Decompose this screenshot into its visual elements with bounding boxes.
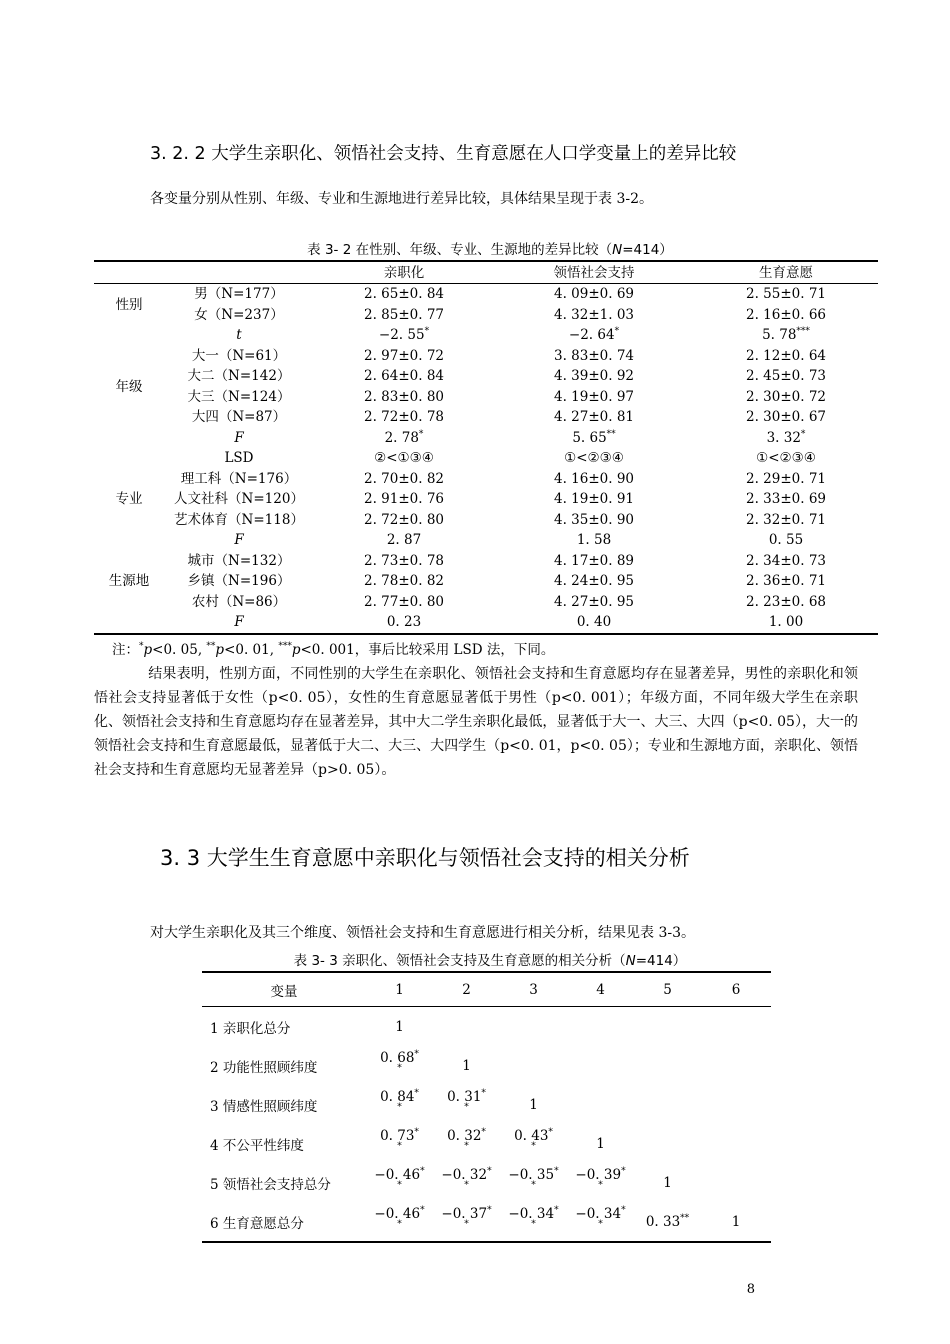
section-322-title: 3. 2. 2 大学生亲职化、领悟社会支持、生育意愿在人口学变量上的差异比较 <box>150 144 737 164</box>
row-label: 大三（N=124） <box>187 388 291 405</box>
value-cell: 2. 30±0. 67 <box>745 409 826 426</box>
table33-caption: 表 3- 3 亲职化、领悟社会支持及生育意愿的相关分析（N=414） <box>293 953 687 969</box>
correlation-cell: 1 <box>529 1096 538 1113</box>
empty-cell <box>94 448 164 469</box>
correlation-cell: 0. 33** <box>634 1202 701 1242</box>
value-cell: 2. 78±0. 82 <box>363 573 444 590</box>
table-row <box>94 530 878 551</box>
table-3-2 <box>94 260 878 635</box>
section-33-title: 3. 3 大学生生育意愿中亲职化与领悟社会支持的相关分析 <box>160 846 690 870</box>
correlation-cell <box>701 1046 771 1085</box>
variable-label: 5 领悟社会支持总分 <box>210 1176 331 1193</box>
value-cell: 3. 32* <box>766 429 806 446</box>
correlation-cell: 1 <box>395 1018 404 1035</box>
table-row <box>94 612 878 634</box>
empty-cell <box>94 530 164 551</box>
table-row <box>94 387 878 408</box>
table-row <box>94 305 878 326</box>
value-cell: 2. 36±0. 71 <box>745 573 826 590</box>
value-cell: 2. 72±0. 80 <box>363 511 444 528</box>
row-label: 女（N=237） <box>194 306 284 323</box>
table-row <box>94 325 878 346</box>
value-cell: 4. 39±0. 92 <box>553 368 634 385</box>
value-cell: 2. 32±0. 71 <box>745 511 826 528</box>
row-label: 男（N=177） <box>194 286 284 303</box>
variable-label: 1 亲职化总分 <box>210 1020 291 1037</box>
correlation-cell <box>500 1046 567 1085</box>
variable-label: 3 情感性照顾纬度 <box>210 1098 318 1115</box>
results-paragraph: 结果表明，性别方面，不同性别的大学生在亲职化、领悟社会支持和生育意愿均存在显著差异，男性的亲职化和领悟社会支持显著低于女性（p<0. 05），女性的生育意愿显著低于男性（p<0. 001）；年级方面，不同年级大学生在亲职化、领悟社会支持和生育意愿均存在显著差异，其中大二学生亲职化最低，显著低于大一、大三、大四（p<0. 05），大一的领悟社会支持和生育意愿最低，显著低于大二、大三、大四学生（p<0. 01，p<0. 05）；专业和生源地方面，亲职化、领悟社会支持和生育意愿均无显著差异（p>0. 05）。 <box>94 666 858 778</box>
correlation-cell <box>433 1007 500 1047</box>
row-label: F <box>234 532 244 549</box>
table-row <box>94 592 878 613</box>
value-cell: 4. 16±0. 90 <box>553 470 634 487</box>
value-cell: 2. 45±0. 73 <box>745 368 826 385</box>
row-label: F <box>234 429 244 446</box>
correlation-cell <box>701 1163 771 1202</box>
row-label: 大二（N=142） <box>187 368 291 385</box>
value-cell: 2. 65±0. 84 <box>363 286 444 303</box>
value-cell: 0. 55 <box>768 532 804 549</box>
row-label: 大四（N=87） <box>191 409 287 426</box>
correlation-cell: 0. 84* * <box>380 1088 419 1113</box>
row-label: 理工科（N=176） <box>180 470 298 487</box>
table-row <box>94 366 878 387</box>
variable-label: 4 不公平性纬度 <box>210 1137 304 1154</box>
correlation-cell <box>634 1007 701 1047</box>
table-row <box>202 1202 771 1242</box>
row-label: 艺术体育（N=118） <box>174 511 304 528</box>
variable-label: 6 生育意愿总分 <box>202 1202 366 1242</box>
correlation-cell: 0. 32* * <box>447 1127 486 1152</box>
value-cell: 1. 00 <box>694 612 878 634</box>
value-cell: 4. 19±0. 97 <box>553 388 634 405</box>
value-cell: 4. 27±0. 95 <box>553 593 634 610</box>
header-cell: 6 <box>701 972 771 1007</box>
page-number: 8 <box>746 1282 755 1297</box>
header-cell: 3 <box>500 972 567 1007</box>
correlation-cell: 1 <box>596 1135 605 1152</box>
correlation-cell: 0. 73* * <box>380 1127 419 1152</box>
table-row <box>94 428 878 449</box>
value-cell: 0. 40 <box>494 612 694 634</box>
row-label: LSD <box>224 450 254 467</box>
table32-note: 注：*p<0. 05, **p<0. 01, ***p<0. 001，事后比较采用 LSD 法，下同。 <box>112 641 555 658</box>
group-label: 生源地 <box>108 573 150 590</box>
value-cell: 2. 91±0. 76 <box>363 491 444 508</box>
correlation-cell: 0. 43* * <box>514 1127 553 1152</box>
section-33-intro: 对大学生亲职化及其三个维度、领悟社会支持和生育意愿进行相关分析，结果见表 3-3。 <box>150 925 695 941</box>
correlation-cell <box>701 1007 771 1047</box>
empty-cell <box>94 325 164 346</box>
value-cell: 3. 83±0. 74 <box>553 347 634 364</box>
table-row <box>94 469 878 490</box>
value-cell: 2. 72±0. 78 <box>363 409 444 426</box>
row-label: 人文社科（N=120） <box>174 491 304 508</box>
correlation-cell: −0. 46* * <box>374 1166 425 1191</box>
value-cell: 5. 78*** <box>762 326 810 344</box>
table-row <box>94 407 878 428</box>
value-cell: 2. 55±0. 71 <box>745 286 826 303</box>
correlation-cell: 1 <box>701 1202 771 1242</box>
header-cell: 领悟社会支持 <box>494 261 694 284</box>
row-label: 农村（N=86） <box>191 593 287 610</box>
correlation-cell: 1 <box>663 1174 672 1191</box>
correlation-cell <box>567 1046 634 1085</box>
value-cell: 2. 33±0. 69 <box>745 491 826 508</box>
value-cell: 4. 32±1. 03 <box>553 306 634 323</box>
header-cell <box>94 261 164 284</box>
group-label: 性别 <box>115 296 143 313</box>
correlation-cell: −0. 39* * <box>575 1166 626 1191</box>
value-cell: 2. 12±0. 64 <box>745 347 826 364</box>
value-cell: 4. 35±0. 90 <box>553 511 634 528</box>
value-cell: 5. 65** <box>572 429 616 446</box>
value-cell: ①<②③④ <box>756 450 816 467</box>
header-cell: 5 <box>634 972 701 1007</box>
value-cell: 4. 27±0. 81 <box>553 409 634 426</box>
value-cell: 2. 23±0. 68 <box>745 593 826 610</box>
value-cell: 2. 97±0. 72 <box>363 347 444 364</box>
row-label: 城市（N=132） <box>187 552 291 569</box>
header-cell: 2 <box>433 972 500 1007</box>
table-row <box>94 346 878 367</box>
table-3-3 <box>202 971 771 1243</box>
correlation-cell <box>634 1085 701 1124</box>
correlation-cell <box>701 1085 771 1124</box>
row-label: 大一（N=61） <box>191 347 287 364</box>
table-row <box>94 448 878 469</box>
empty-cell <box>94 428 164 449</box>
table-row <box>94 489 878 510</box>
correlation-cell: 0. 31* * <box>447 1088 486 1113</box>
table-row <box>94 551 878 572</box>
value-cell: 4. 09±0. 69 <box>553 286 634 303</box>
group-label: 年级 <box>115 378 143 395</box>
correlation-cell <box>500 1007 567 1047</box>
table-row <box>202 1163 771 1202</box>
variable-label: 2 功能性照顾纬度 <box>210 1059 318 1076</box>
table-row <box>202 1046 771 1085</box>
value-cell: 2. 83±0. 80 <box>363 388 444 405</box>
empty-cell <box>94 612 164 634</box>
value-cell: 0. 23 <box>314 612 494 634</box>
value-cell: 2. 77±0. 80 <box>363 593 444 610</box>
header-cell: 4 <box>567 972 634 1007</box>
group-label: 专业 <box>115 491 143 508</box>
section-322-intro: 各变量分别从性别、年级、专业和生源地进行差异比较，具体结果呈现于表 3-2。 <box>150 191 653 207</box>
table-row <box>202 1124 771 1163</box>
value-cell: 2. 70±0. 82 <box>363 470 444 487</box>
value-cell: 4. 24±0. 95 <box>553 573 634 590</box>
header-cell: 变量 <box>202 972 366 1007</box>
row-label: 乡镇（N=196） <box>187 573 291 590</box>
header-cell: 生育意愿 <box>694 261 878 284</box>
value-cell: 2. 85±0. 77 <box>363 306 444 323</box>
correlation-cell <box>567 1007 634 1047</box>
value-cell: 2. 16±0. 66 <box>745 306 826 323</box>
value-cell: 1. 58 <box>576 532 612 549</box>
table-row <box>202 1007 771 1047</box>
header-cell: 1 <box>366 972 433 1007</box>
table32-caption: 表 3- 2 在性别、年级、专业、生源地的差异比较（N=414） <box>307 242 673 258</box>
value-cell: 2. 29±0. 71 <box>745 470 826 487</box>
header-cell: 亲职化 <box>314 261 494 284</box>
table-row <box>94 510 878 531</box>
value-cell: 4. 19±0. 91 <box>553 491 634 508</box>
correlation-cell <box>701 1124 771 1163</box>
correlation-cell: −0. 34* * <box>567 1202 634 1242</box>
value-cell: ②<①③④ <box>374 450 434 467</box>
correlation-cell: −0. 34* * <box>500 1202 567 1242</box>
correlation-cell: −0. 46* * <box>366 1202 433 1242</box>
header-cell <box>164 261 314 284</box>
value-cell: 2. 30±0. 72 <box>745 388 826 405</box>
table-row <box>202 1085 771 1124</box>
correlation-cell <box>634 1046 701 1085</box>
correlation-cell: −0. 32* * <box>441 1166 492 1191</box>
table-row <box>94 284 878 305</box>
table-row <box>94 571 878 592</box>
value-cell: ①<②③④ <box>564 450 624 467</box>
value-cell: 2. 87 <box>386 532 422 549</box>
value-cell: 2. 34±0. 73 <box>745 552 826 569</box>
correlation-cell: 1 <box>462 1057 471 1074</box>
value-cell: 2. 64±0. 84 <box>363 368 444 385</box>
value-cell: −2. 64* <box>568 326 620 344</box>
row-label: t <box>236 327 242 344</box>
correlation-cell <box>634 1124 701 1163</box>
value-cell: 4. 17±0. 89 <box>553 552 634 569</box>
correlation-cell: −0. 37* * <box>433 1202 500 1242</box>
value-cell: −2. 55* <box>378 326 430 344</box>
value-cell: 2. 73±0. 78 <box>363 552 444 569</box>
correlation-cell: −0. 35* * <box>508 1166 559 1191</box>
correlation-cell <box>567 1085 634 1124</box>
value-cell: 2. 78* <box>384 429 424 446</box>
row-label: F <box>164 612 314 634</box>
correlation-cell: 0. 68* * <box>380 1049 419 1074</box>
